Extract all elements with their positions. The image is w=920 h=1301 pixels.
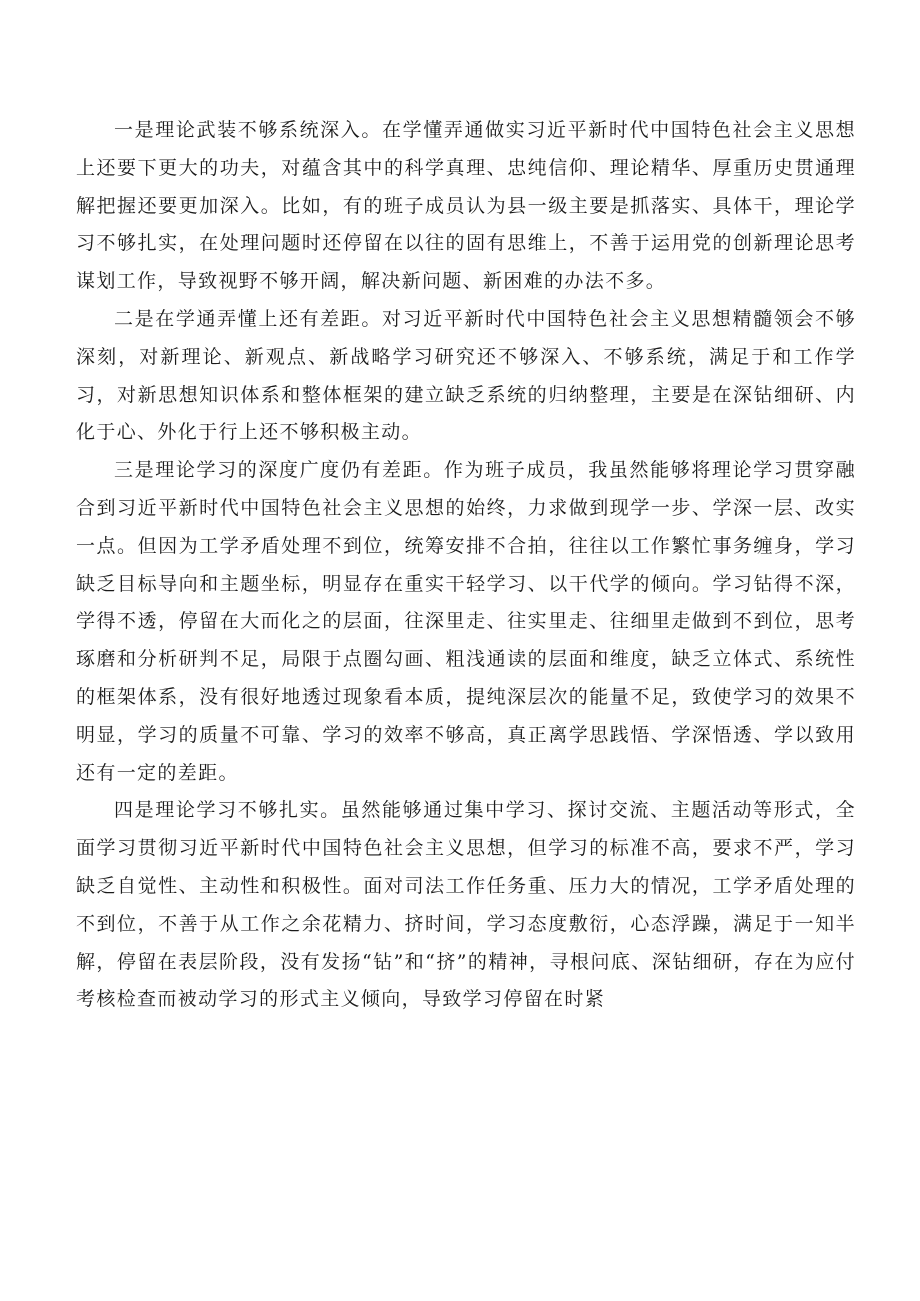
paragraph-4: 四是理论学习不够扎实。虽然能够通过集中学习、探讨交流、主题活动等形式，全面学习贯彻习近平新时代中国特色社会主义思想，但学习的标准不高，要求不严，学习缺乏自觉性、主动性和积极性。面对司法工作任务重、压力大的情况，工学矛盾处理的不到位，不善于从工作之余花精力、挤时间，学习态度敷衍，心态浮躁，满足于一知半解，停留在表层阶段，没有发扬“钻”和“挤”的精神，寻根问底、深钻细研，存在为应付考核检查而被动学习的形式主义倾向，导致学习停留在时紧 [76,799,856,1011]
paragraph-2: 二是在学通弄懂上还有差距。对习近平新时代中国特色社会主义思想精髓领会不够深刻，对新理论、新观点、新战略学习研究还不够深入、不够系统，满足于和工作学习，对新思想知识体系和整体框架的建立缺乏系统的归纳整理，主要是在深钻细研、内化于心、外化于行上还不够积极主动。 [76,307,856,444]
paragraph-3: 三是理论学习的深度广度仍有差距。作为班子成员，我虽然能够将理论学习贯穿融合到习近平新时代中国特色社会主义思想的始终，力求做到现学一步、学深一层、改实一点。但因为工学矛盾处理不到位，统筹安排不合拍，往往以工作繁忙事务缠身，学习缺乏目标导向和主题坐标，明显存在重实干轻学习、以干代学的倾向。学习钻得不深，学得不透，停留在大而化之的层面，往深里走、往实里走、往细里走做到不到位，思考琢磨和分析研判不足，局限于点圈勾画、粗浅通读的层面和维度，缺乏立体式、系统性的框架体系，没有很好地透过现象看本质，提纯深层次的能量不足，致使学习的效果不明显，学习的质量不可靠、学习的效率不够高，真正离学思践悟、学深悟透、学以致用还有一定的差距。 [76,459,856,784]
document-body [76,112,856,1019]
paragraph-1: 一是理论武装不够系统深入。在学懂弄通做实习近平新时代中国特色社会主义思想上还要下更大的功夫，对蕴含其中的科学真理、忠纯信仰、理论精华、厚重历史贯通理解把握还要更加深入。比如，有的班子成员认为县一级主要是抓落实、具体干，理论学习不够扎实，在处理问题时还停留在以往的固有思维上，不善于运用党的创新理论思考谋划工作，导致视野不够开阔，解决新问题、新困难的办法不多。 [76,119,856,293]
